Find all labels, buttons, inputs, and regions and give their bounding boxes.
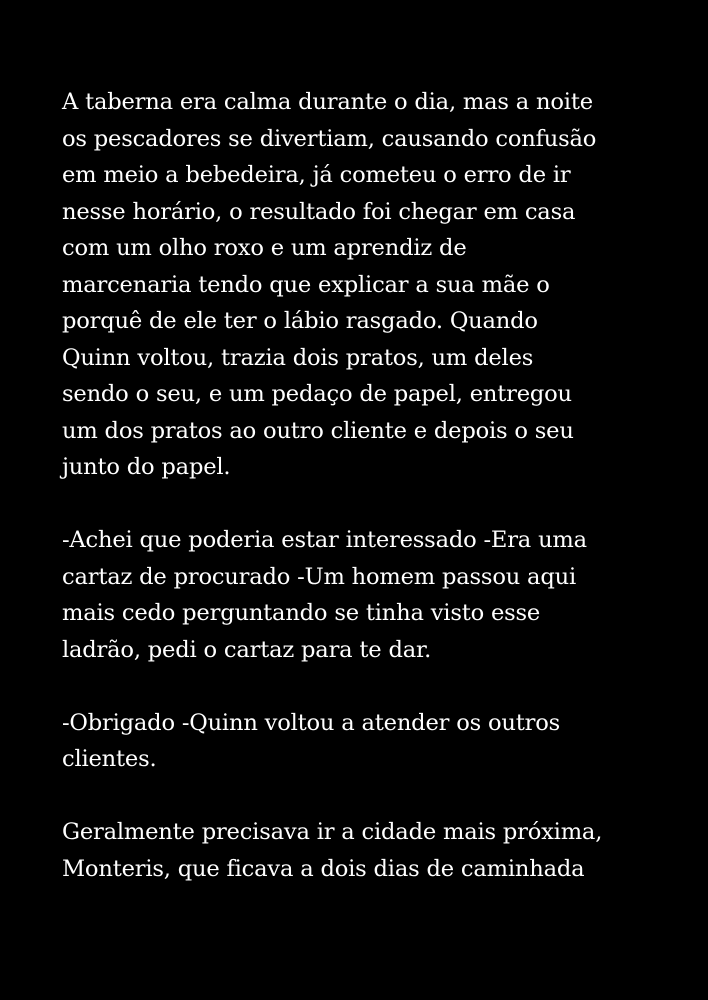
text-line: marcenaria tendo que explicar a sua mãe o [62, 271, 550, 298]
text-line: junto do papel. [62, 454, 231, 480]
paragraph-obrigado-dialogue [62, 705, 692, 778]
text-line: -Obrigado -Quinn voltou a atender os outros [62, 709, 561, 736]
text-line: Monteris, que ficava a dois dias de caminhada [62, 855, 585, 882]
paragraph-taberna [62, 84, 692, 486]
text-line: nesse horário, o resultado foi chegar em casa [62, 198, 576, 225]
text-line: -Achei que poderia estar interessado -Era uma [62, 527, 587, 553]
text-line: Geralmente precisava ir a cidade mais próxima, [62, 819, 603, 845]
text-line: um dos pratos ao outro cliente e depois o seu [62, 417, 574, 444]
text-line: sendo o seu, e um pedaço de papel, entregou [62, 381, 572, 407]
text-line: clientes. [62, 746, 157, 772]
text-line: porquê de ele ter o lábio rasgado. Quando [62, 308, 538, 334]
paragraph-cartaz-dialogue [62, 522, 692, 668]
text-line: cartaz de procurado -Um homem passou aqui [62, 563, 576, 590]
text-line: A taberna era calma durante o dia, mas a noite [62, 89, 593, 115]
paragraph-monteris [62, 814, 692, 887]
text-line: mais cedo perguntando se tinha visto esse [62, 600, 541, 626]
text-line: os pescadores se divertiam, causando confusão [62, 125, 597, 152]
story-text [62, 84, 692, 924]
text-line: Quinn voltou, trazia dois pratos, um deles [62, 344, 534, 371]
text-line: ladrão, pedi o cartaz para te dar. [62, 636, 432, 663]
text-line: em meio a bebedeira, já cometeu o erro de ir [62, 162, 571, 188]
text-line: com um olho roxo e um aprendiz de [62, 235, 467, 261]
